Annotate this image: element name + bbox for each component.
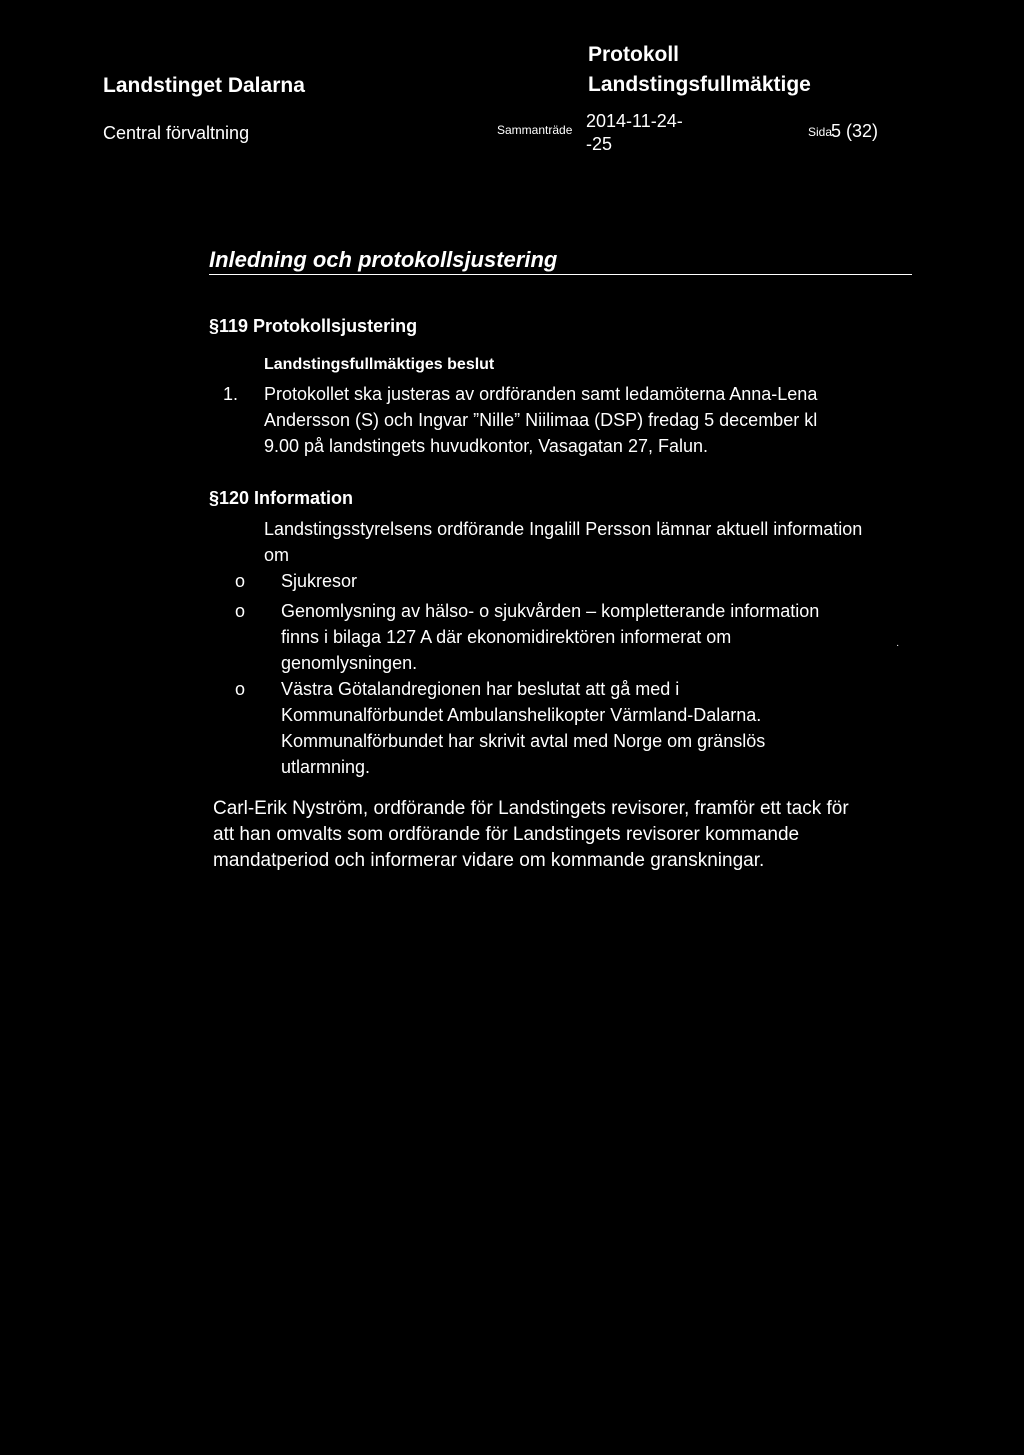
- bullet-line: Västra Götalandregionen har beslutat att gå med i: [281, 679, 680, 699]
- bullet-marker: o: [235, 571, 246, 591]
- bullet-line: Kommunalförbundet har skrivit avtal med Norge om gränslös: [281, 731, 766, 751]
- information-intro: [264, 516, 862, 568]
- information-intro-line2: om: [264, 545, 290, 565]
- decision-item: [223, 381, 817, 459]
- decision-item-number: 1.: [223, 384, 239, 404]
- paragraph-120-title: §120 Information: [209, 488, 354, 508]
- meeting-date: [586, 110, 683, 156]
- information-intro-line1: Landstingsstyrelsens ordförande Ingalill Persson lämnar aktuell information: [264, 519, 863, 539]
- information-bullet-list: [235, 568, 819, 780]
- page-number: 5 (32): [831, 121, 879, 141]
- organization-name: Landstinget Dalarna: [103, 74, 305, 97]
- department-name: Central förvaltning: [103, 123, 250, 143]
- decision-line: Protokollet ska justeras av ordföranden samt ledamöterna Anna-Lena: [264, 384, 818, 404]
- decision-label: Landstingsfullmäktiges beslut: [264, 356, 495, 373]
- decision-line: Andersson (S) och Ingvar ”Nille” Niilimaa (DSP) fredag 5 december kl: [264, 410, 818, 430]
- document-type-line2: Landstingsfullmäktige: [588, 73, 811, 96]
- page-label: Sida: [808, 125, 833, 139]
- bullet-line: Kommunalförbundet Ambulanshelikopter Värmland-Dalarna.: [281, 705, 762, 725]
- bullet-line: Sjukresor: [281, 571, 358, 591]
- closing-paragraph: [213, 796, 849, 874]
- document-type-line1: Protokoll: [588, 43, 680, 66]
- decision-line: 9.00 på landstingets huvudkontor, Vasagatan 27, Falun.: [264, 436, 708, 456]
- bullet-item: [235, 598, 819, 676]
- document-type: [588, 40, 811, 100]
- bullet-line: genomlysningen.: [281, 653, 418, 673]
- closing-line: Carl-Erik Nyström, ordförande för Landstingets revisorer, framför ett tack för: [213, 798, 849, 819]
- paragraph-119-title: §119 Protokollsjustering: [209, 316, 418, 336]
- bullet-item: [235, 568, 819, 594]
- closing-line: mandatperiod och informerar vidare om kommande granskningar.: [213, 850, 765, 871]
- bullet-marker: o: [235, 679, 246, 699]
- bullet-marker: o: [235, 601, 246, 621]
- meeting-date-line1: 2014-11-24-: [586, 111, 683, 131]
- stray-mark: ·: [896, 640, 900, 651]
- bullet-line: utlarmning.: [281, 757, 371, 777]
- bullet-item: [235, 676, 819, 780]
- closing-line: att han omvalts som ordförande för Landstingets revisorer kommande: [213, 824, 800, 845]
- meeting-date-line2: -25: [586, 134, 613, 154]
- heading-rule: [209, 274, 912, 275]
- section-heading: Inledning och protokollsjustering: [209, 247, 558, 272]
- meeting-label: Sammanträde: [497, 123, 573, 137]
- bullet-line: finns i bilaga 127 A där ekonomidirektören informerat om: [281, 627, 732, 647]
- bullet-line: Genomlysning av hälso- o sjukvården – kompletterande information: [281, 601, 820, 621]
